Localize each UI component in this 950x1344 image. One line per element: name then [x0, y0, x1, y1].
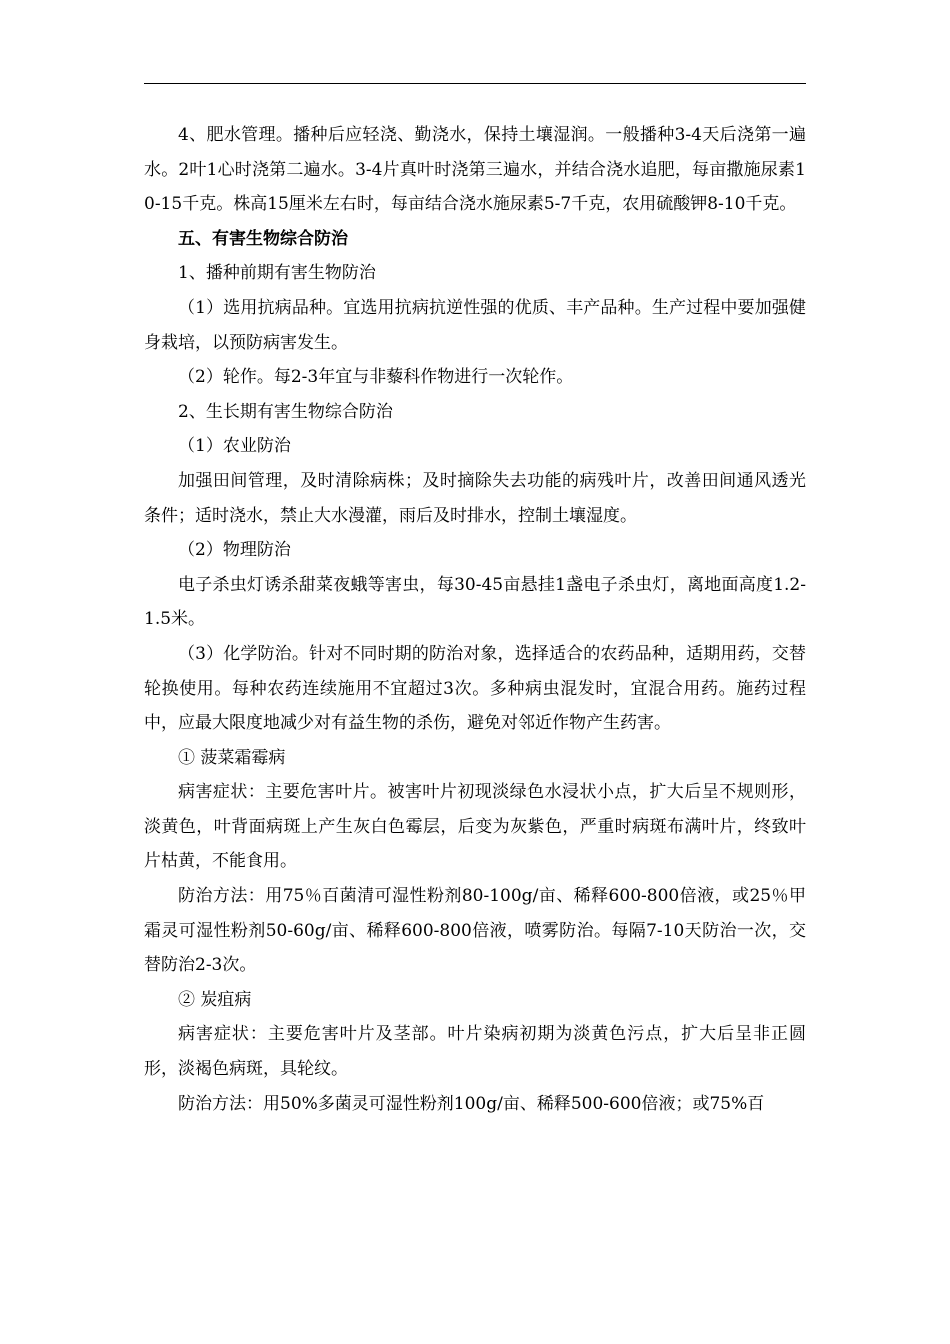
- section-heading-pest-control: 五、有害生物综合防治: [178, 228, 348, 249]
- paragraph-resistant-varieties: （1）选用抗病品种。宜选用抗病抗逆性强的优质、丰产品种。生产过程中要加强健身栽培，以预防病害发生。: [144, 297, 806, 353]
- subheading-physical-control: （2）物理防治: [178, 540, 291, 561]
- subheading-downy-mildew: ① 菠菜霜霉病: [178, 747, 286, 768]
- paragraph-chemical-control: （3）化学防治。针对不同时期的防治对象，选择适合的农药品种，适期用药，交替轮换使用。每种农药连续施用不宜超过3次。多种病虫混发时，宜混合用药。施药过程中，应最大限度地减少对有益生物的杀伤，避免对邻近作物产生药害。: [144, 643, 806, 734]
- subheading-growth-period-control: 2、生长期有害生物综合防治: [178, 401, 393, 422]
- paragraph-anthracnose-symptoms: 病害症状：主要危害叶片及茎部。叶片染病初期为淡黄色污点，扩大后呈非正圆形，淡褐色病斑，具轮纹。: [144, 1024, 806, 1080]
- paragraph-fertilizer-water-management: 4、肥水管理。播种后应轻浇、勤浇水，保持土壤湿润。一般播种3-4天后浇第一遍水。2叶1心时浇第二遍水。3-4片真叶时浇第三遍水，并结合浇水追肥，每亩撒施尿素10-15千克。株高15厘米左右时，每亩结合浇水施尿素5-7千克，农用硫酸钾8-10千克。: [144, 125, 806, 215]
- paragraph-insect-lamps: 电子杀虫灯诱杀甜菜夜蛾等害虫，每30-45亩悬挂1盏电子杀虫灯，离地面高度1.2-1.5米。: [144, 574, 806, 630]
- subheading-anthracnose: ② 炭疽病: [178, 989, 252, 1010]
- subheading-agricultural-control: （1）农业防治: [178, 436, 291, 457]
- paragraph-crop-rotation: （2）轮作。每2-3年宜与非藜科作物进行一次轮作。: [178, 367, 574, 388]
- header-rule: [144, 83, 806, 84]
- paragraph-field-management: 加强田间管理，及时清除病株；及时摘除失去功能的病残叶片，改善田间通风透光条件；适时浇水，禁止大水漫灌，雨后及时排水，控制土壤湿度。: [144, 470, 806, 526]
- paragraph-downy-mildew-symptoms: 病害症状：主要危害叶片。被害叶片初现淡绿色水浸状小点，扩大后呈不规则形，淡黄色，叶背面病斑上产生灰白色霉层，后变为灰紫色，严重时病斑布满叶片，终致叶片枯黄，不能食用。: [144, 782, 806, 872]
- document-body: [144, 118, 806, 1121]
- paragraph-anthracnose-control: 防治方法：用50%多菌灵可湿性粉剂100g/亩、稀释500-600倍液；或75%百: [178, 1093, 765, 1114]
- subheading-pre-sowing-control: 1、播种前期有害生物防治: [178, 263, 376, 284]
- paragraph-downy-mildew-control: 防治方法：用75％百菌清可湿性粉剂80-100g/亩、稀释600-800倍液，或25％甲霜灵可湿性粉剂50-60g/亩、稀释600-800倍液，喷雾防治。每隔7-10天防治一次，交替防治2-3次。: [144, 886, 806, 976]
